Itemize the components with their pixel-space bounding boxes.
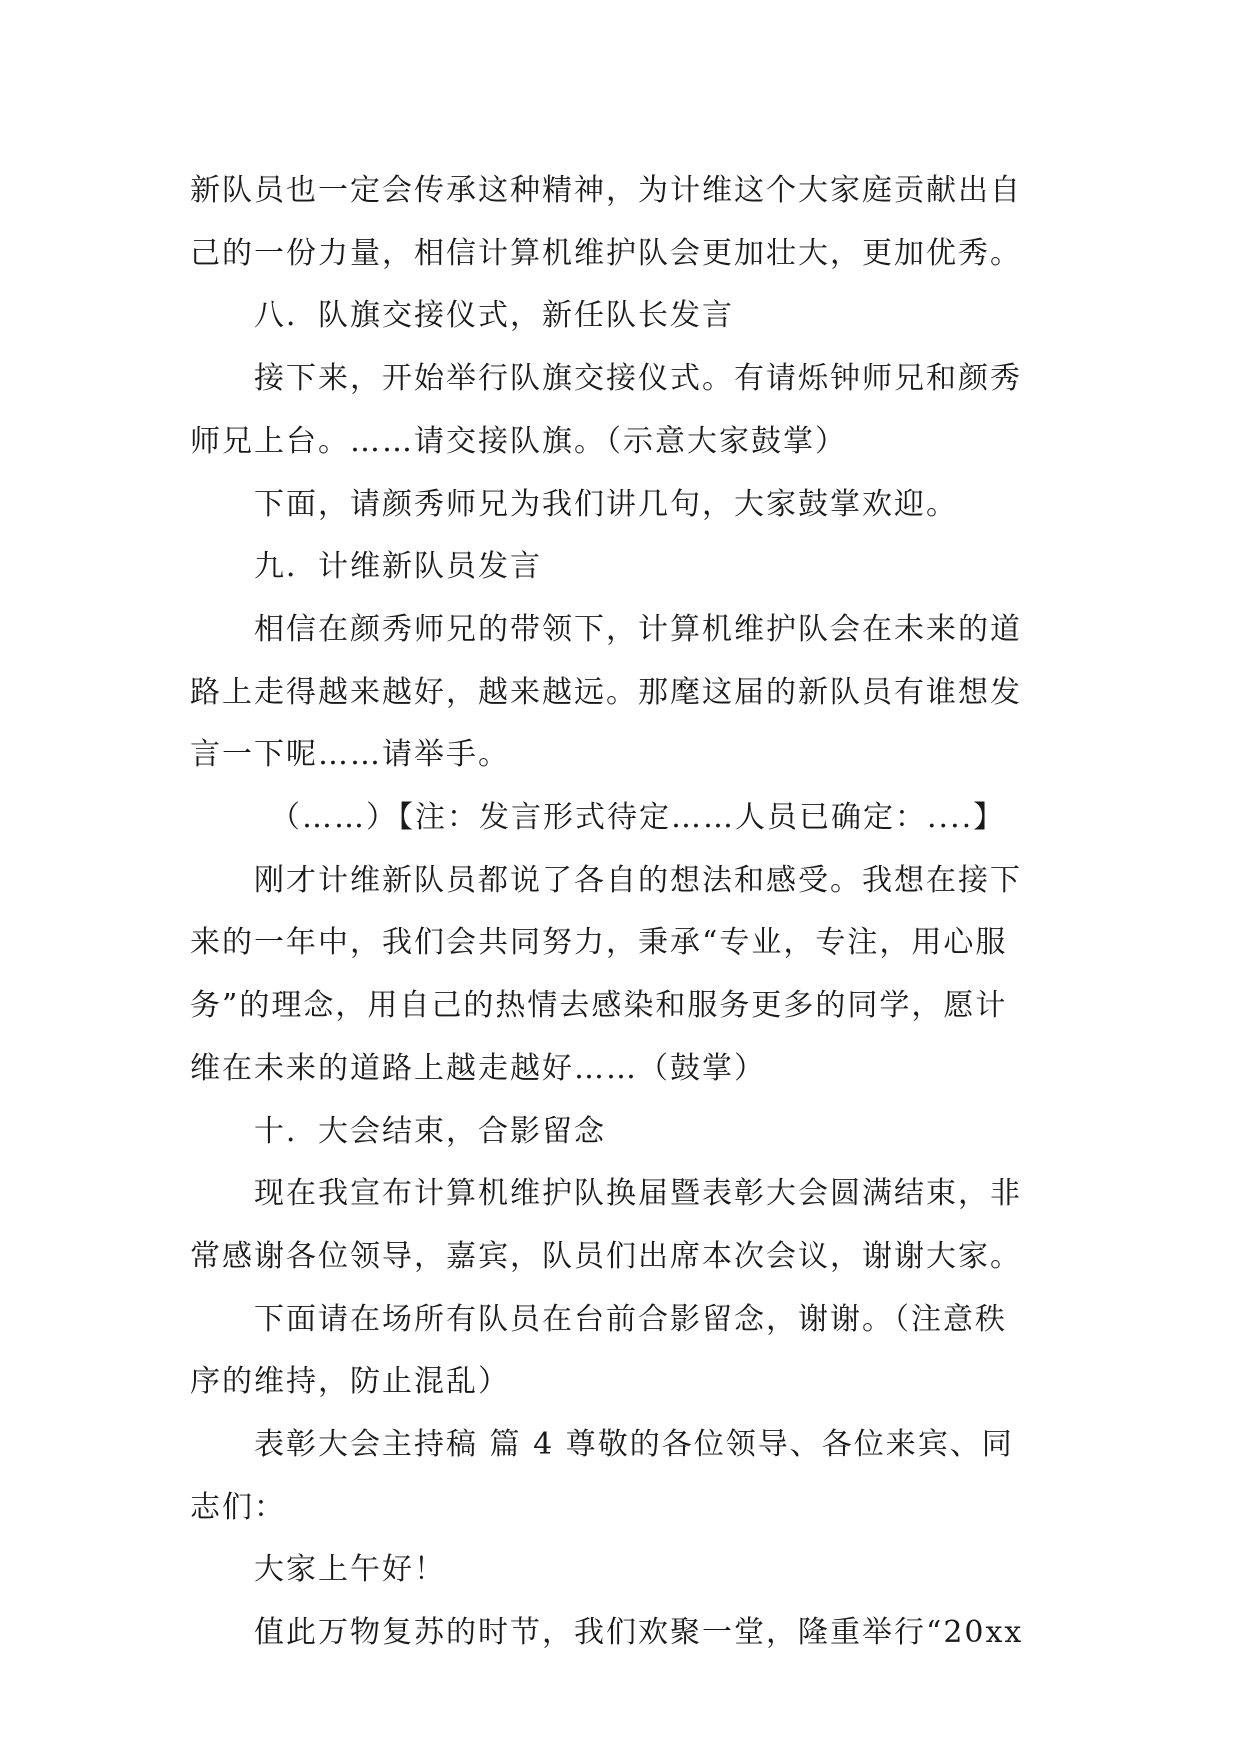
text-line: 值此万物复苏的时节，我们欢聚一堂，隆重举行“20xx <box>254 1615 1024 1651</box>
text-line: 相信在颜秀师兄的带领下，计算机维护队会在未来的道 <box>254 611 1022 647</box>
text-line: 下面请在场所有队员在台前合影留念，谢谢。（注意秩 <box>254 1301 1007 1337</box>
note-line: （……）【注：发言形式待定……人员已确定：....】 <box>270 800 1006 836</box>
document-body <box>190 160 1070 1665</box>
text-line: 维在未来的道路上越走越好……（鼓掌） <box>190 1050 766 1086</box>
text-line: 刚才计维新队员都说了各自的想法和感受。我想在接下 <box>254 862 1022 898</box>
text-line: 路上走得越来越好，越来越远。那麾这届的新队员有谁想发 <box>190 674 1022 710</box>
text-line: 新队员也一定会传承这种精神，为计维这个大家庭贡献出自 <box>190 173 1022 208</box>
text-line: 常感谢各位领导，嘉宾，队员们出席本次会议，谢谢大家。 <box>190 1238 1022 1274</box>
section-heading: 九．计维新队员发言 <box>254 549 542 585</box>
text-line: 志们： <box>190 1489 286 1525</box>
text-line: 下面，请颜秀师兄为我们讲几句，大家鼓掌欢迎。 <box>254 486 958 522</box>
text-line: 大家上午好！ <box>254 1552 446 1588</box>
text-line: 师兄上台。……请交接队旗。（示意大家鼓掌） <box>190 423 847 459</box>
text-line: 表彰大会主持稿 篇 4 尊敬的各位领导、各位来宾、同 <box>254 1427 1014 1463</box>
text-line: 接下来，开始举行队旗交接仪式。有请烁钟师兄和颜秀 <box>254 361 1022 397</box>
text-line: 现在我宣布计算机维护队换届暨表彰大会圆满结束，非 <box>254 1176 1022 1212</box>
text-line: 言一下呢……请举手。 <box>190 737 510 773</box>
text-line: 己的一份力量，相信计算机维护队会更加壮大，更加优秀。 <box>190 235 1022 271</box>
text-line: 务”的理念，用自己的热情去感染和服务更多的同学，愿计 <box>190 988 1008 1024</box>
text-line: 来的一年中，我们会共同努力，秉承“专业，专注，用心服 <box>190 925 1008 961</box>
text-line: 序的维持，防止混乱） <box>190 1364 510 1400</box>
section-heading: 八．队旗交接仪式，新任队长发言 <box>254 298 734 334</box>
section-heading: 十．大会结束，合影留念 <box>254 1113 606 1149</box>
